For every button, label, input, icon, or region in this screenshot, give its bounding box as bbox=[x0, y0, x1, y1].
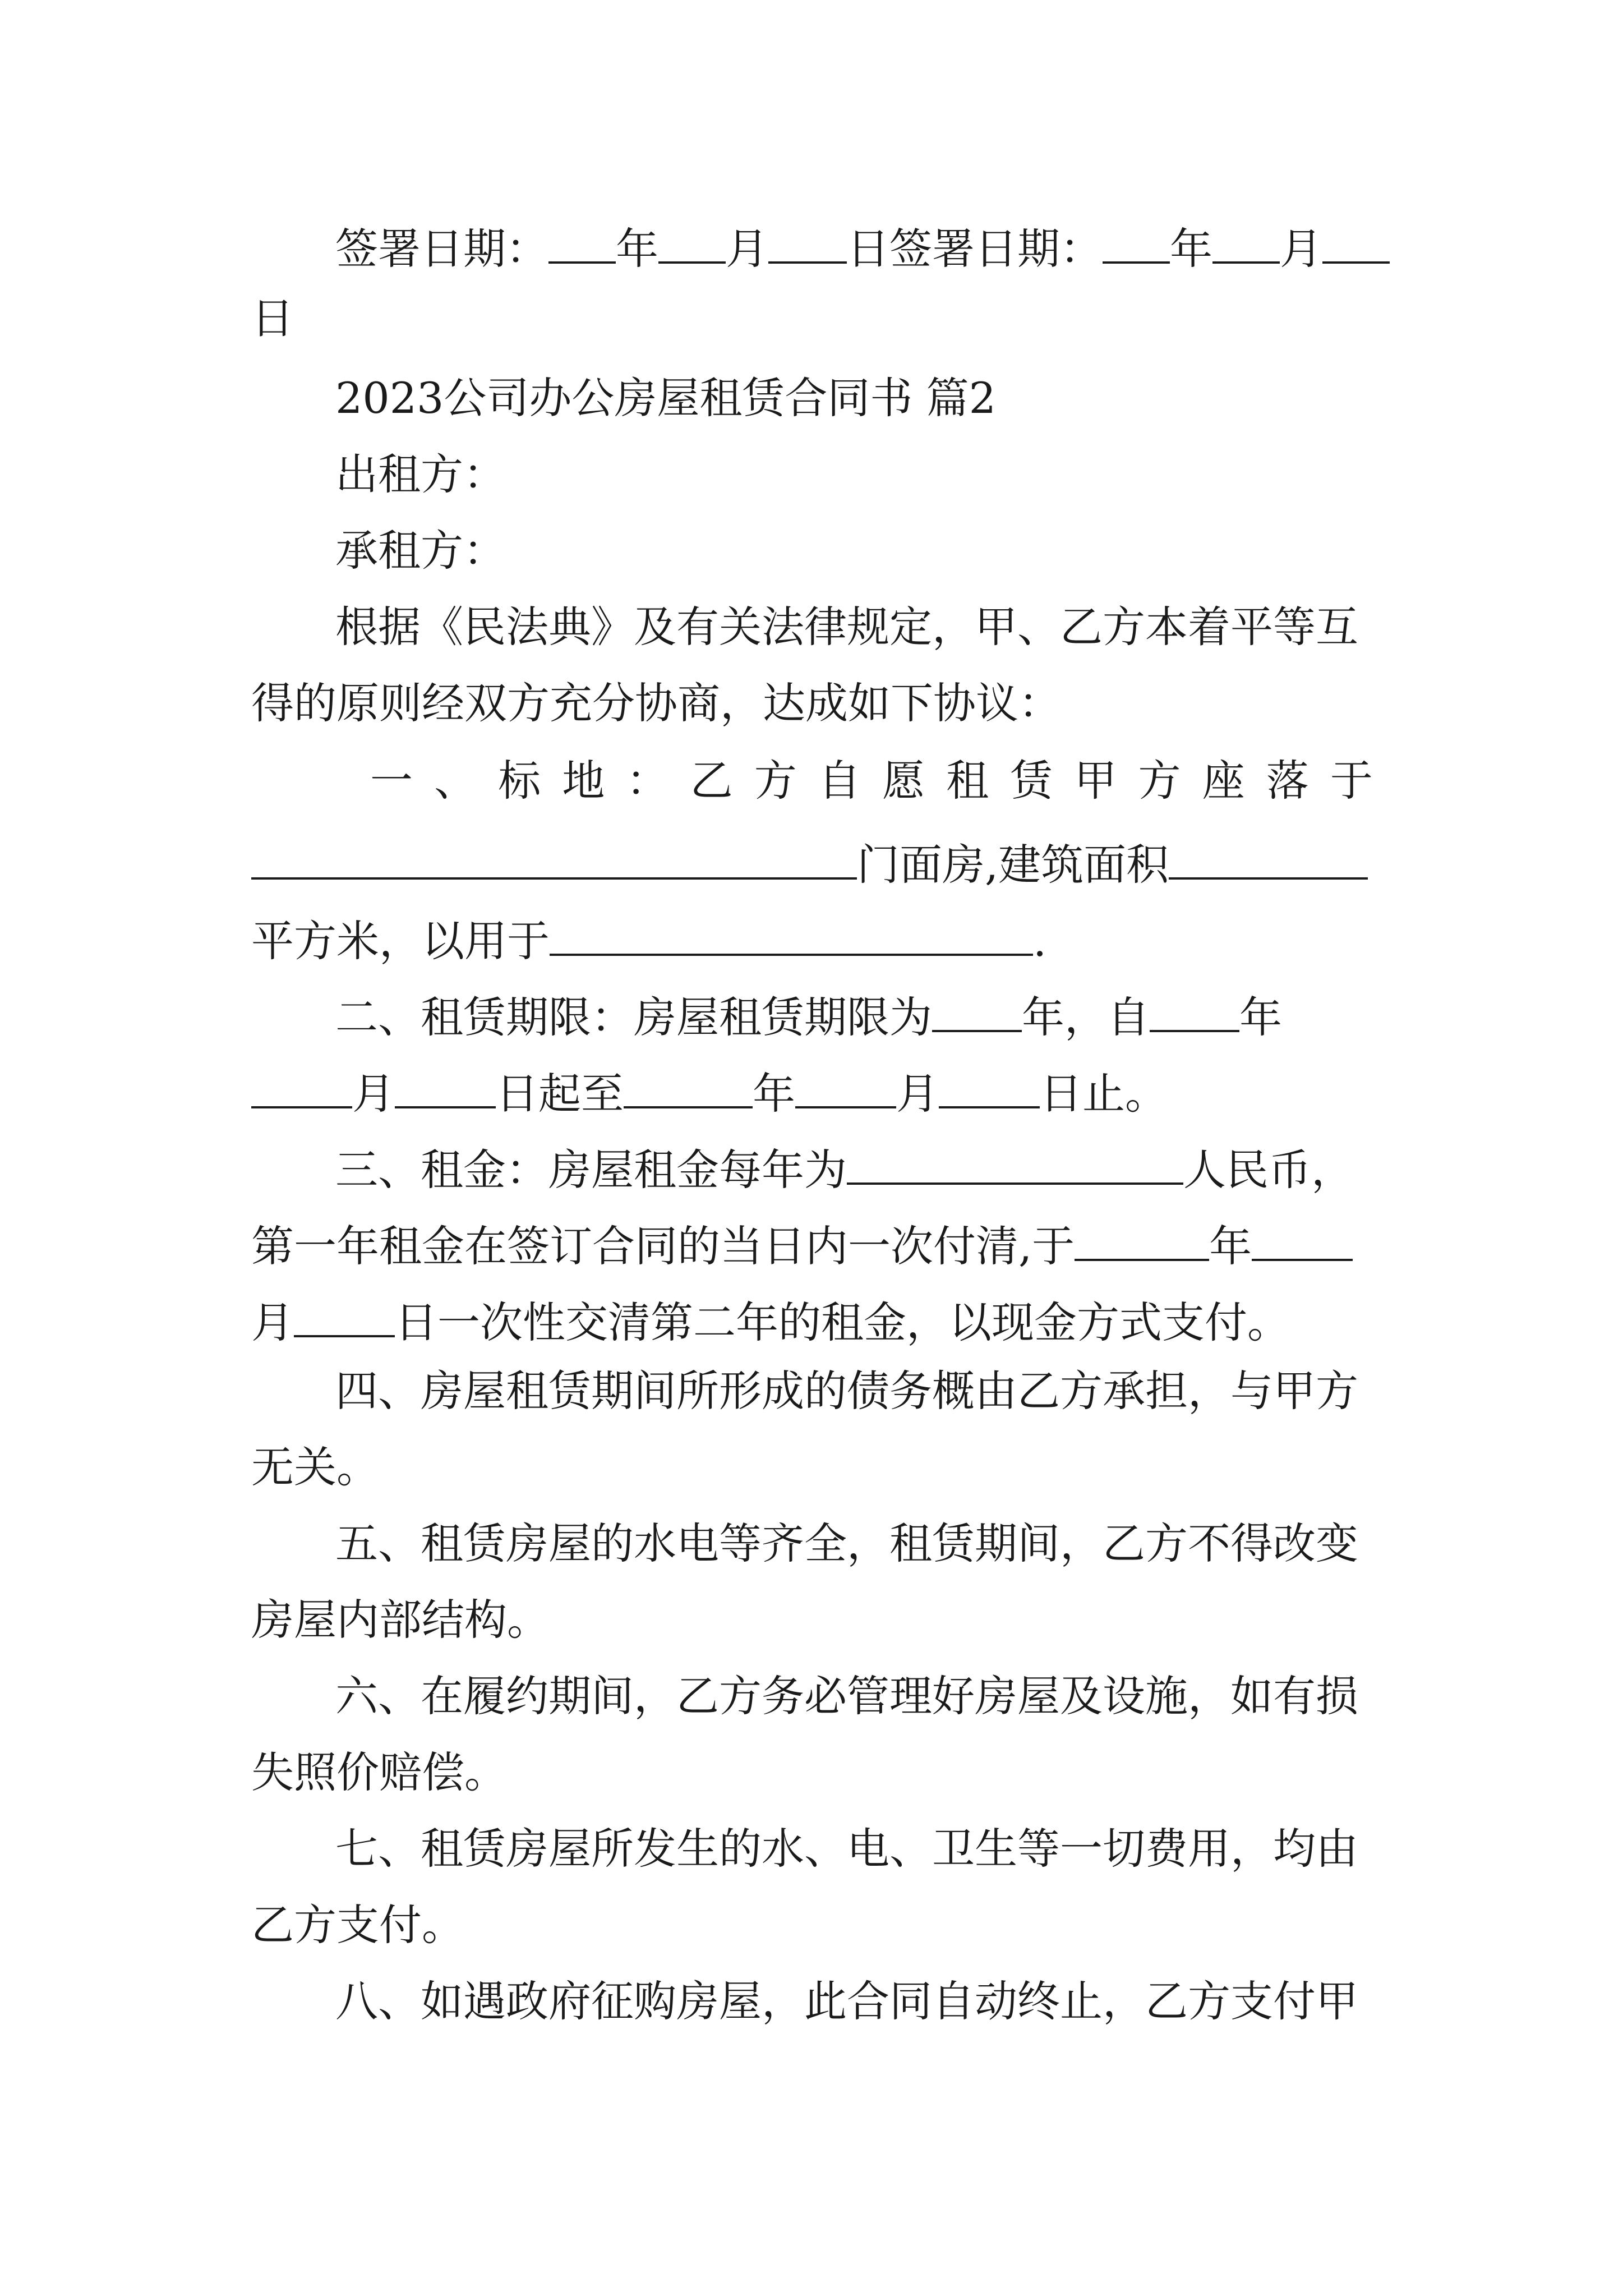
blank bbox=[251, 836, 857, 880]
char: 自 bbox=[818, 756, 861, 806]
clause-7-line-1 bbox=[335, 1824, 1373, 1906]
clause-4-line-2 bbox=[251, 1442, 1373, 1525]
clause-text: 月 bbox=[896, 1069, 939, 1119]
clause-text: 门面房,建筑面积 bbox=[857, 840, 1169, 890]
blank bbox=[939, 1065, 1040, 1108]
month-label: 月 bbox=[1280, 224, 1322, 274]
clause-text: 六、在履约期间，乙方务必管理好房屋及设施，如有损 bbox=[335, 1671, 1358, 1721]
char: 一 bbox=[370, 756, 413, 806]
year-label: 年 bbox=[1170, 224, 1212, 274]
lessor-line bbox=[335, 449, 1457, 532]
clause-text: 房屋内部结构。 bbox=[251, 1595, 550, 1645]
clause-2-line-2 bbox=[251, 1065, 1373, 1143]
clause-5-line-2 bbox=[251, 1595, 1373, 1677]
char: 愿 bbox=[882, 756, 925, 806]
clause-text: 年，自 bbox=[1022, 992, 1150, 1042]
blank bbox=[1252, 1217, 1353, 1261]
clause-text: 八、如遇政府征购房屋，此合同自动终止，乙方支付甲 bbox=[335, 1976, 1358, 2026]
clause-text: 月 bbox=[352, 1069, 395, 1119]
signature-date-tail bbox=[251, 293, 1373, 376]
blank bbox=[1103, 220, 1170, 264]
intro-text: 得的原则经双方充分协商，达成如下协议： bbox=[251, 678, 1061, 728]
clause-8-line-1 bbox=[335, 1976, 1373, 2059]
blank bbox=[1169, 836, 1368, 880]
year-label: 年 bbox=[616, 224, 658, 274]
sign-label-2: 日签署日期： bbox=[847, 224, 1103, 274]
blank bbox=[550, 912, 1033, 956]
heading-text: 2023公司办公房屋租赁合同书 篇2 bbox=[335, 373, 996, 423]
intro-text: 根据《民法典》及有关法律规定，甲、乙方本着平等互 bbox=[335, 602, 1358, 652]
blank bbox=[1075, 1217, 1209, 1261]
blank bbox=[1212, 220, 1280, 264]
char: 甲 bbox=[1074, 756, 1117, 806]
signature-date-line bbox=[335, 220, 1373, 298]
char: 乙 bbox=[690, 756, 733, 806]
clause-text: 七、租赁房屋所发生的水、电、卫生等一切费用，均由 bbox=[335, 1824, 1358, 1874]
char: ： bbox=[626, 756, 669, 806]
clause-text: 日止。 bbox=[1040, 1069, 1168, 1119]
clause-text: 二、租赁期限：房屋租赁期限为 bbox=[335, 992, 932, 1042]
clause-1-line-2 bbox=[251, 836, 1373, 914]
intro-line-1 bbox=[335, 602, 1373, 684]
blank bbox=[395, 1065, 496, 1108]
clause-text: 四、房屋租赁期间所形成的债务概由乙方承担，与甲方 bbox=[335, 1366, 1358, 1416]
section-heading bbox=[335, 373, 1457, 455]
char: 赁 bbox=[1010, 756, 1053, 806]
blank bbox=[1150, 988, 1239, 1032]
char: 、 bbox=[434, 756, 477, 806]
clause-text: 年 bbox=[753, 1069, 795, 1119]
clause-3-line-2 bbox=[251, 1217, 1373, 1296]
clause-3-line-1 bbox=[335, 1141, 1373, 1220]
clause-1-line-3 bbox=[251, 912, 1373, 991]
clause-text: 年 bbox=[1209, 1221, 1252, 1271]
char: 方 bbox=[754, 756, 797, 806]
char: 标 bbox=[498, 756, 541, 806]
blank bbox=[624, 1065, 753, 1108]
clause-6-line-1 bbox=[335, 1671, 1373, 1754]
intro-line-2 bbox=[251, 678, 1373, 761]
blank bbox=[548, 220, 616, 264]
char: 座 bbox=[1202, 756, 1245, 806]
day-label: 日 bbox=[251, 293, 294, 343]
char: 落 bbox=[1266, 756, 1309, 806]
clause-text: 三、租金：房屋租金每年为 bbox=[335, 1145, 847, 1195]
clause-text: 平方米，以用于 bbox=[251, 916, 550, 966]
blank bbox=[251, 1065, 352, 1108]
lessee-label: 承租方： bbox=[335, 526, 506, 576]
clause-text: 五、租赁房屋的水电等齐全，租赁期间，乙方不得改变 bbox=[335, 1519, 1358, 1568]
clause-text: 年 bbox=[1239, 992, 1282, 1042]
blank bbox=[795, 1065, 896, 1108]
clause-text: 失照价赔偿。 bbox=[251, 1747, 507, 1797]
clause-5-line-1 bbox=[335, 1519, 1373, 1601]
char: 方 bbox=[1138, 756, 1181, 806]
clause-1-line-1 bbox=[370, 756, 1373, 838]
clause-7-line-2 bbox=[251, 1900, 1373, 1982]
blank bbox=[932, 988, 1022, 1032]
sign-label-1: 签署日期： bbox=[335, 224, 548, 274]
month-label: 月 bbox=[726, 224, 768, 274]
clause-text: . bbox=[1033, 916, 1047, 966]
clause-text: 乙方支付。 bbox=[251, 1900, 464, 1950]
clause-text: 第一年租金在签订合同的当日内一次付清,于 bbox=[251, 1221, 1075, 1271]
clause-text: 月 bbox=[251, 1297, 294, 1347]
char: 租 bbox=[946, 756, 989, 806]
lessor-label: 出租方： bbox=[335, 449, 506, 499]
char: 地 bbox=[562, 756, 605, 806]
blank bbox=[768, 220, 847, 264]
clause-4-line-1 bbox=[335, 1366, 1373, 1448]
clause-2-line-1 bbox=[335, 988, 1373, 1067]
clause-3-line-3 bbox=[251, 1294, 1373, 1372]
clause-text: 日起至 bbox=[496, 1069, 624, 1119]
clause-6-line-2 bbox=[251, 1747, 1373, 1830]
blank bbox=[1322, 220, 1390, 264]
blank bbox=[847, 1141, 1183, 1185]
clause-text: 无关。 bbox=[251, 1442, 379, 1492]
blank bbox=[294, 1294, 395, 1337]
char: 于 bbox=[1330, 756, 1373, 806]
clause-text: 人民币， bbox=[1183, 1145, 1354, 1195]
lessee-line bbox=[335, 526, 1457, 608]
clause-text: 日一次性交清第二年的租金，以现金方式支付。 bbox=[395, 1297, 1290, 1347]
blank bbox=[658, 220, 726, 264]
